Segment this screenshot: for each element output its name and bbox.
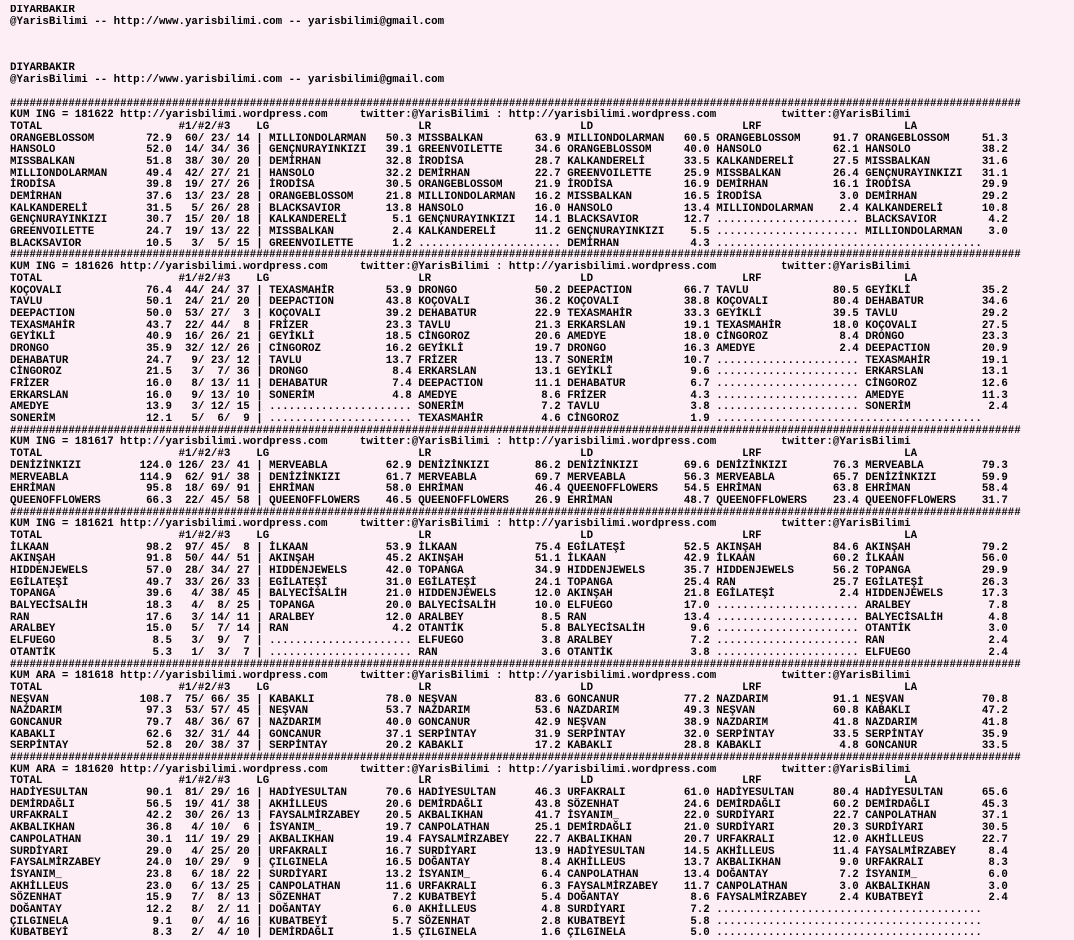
- table-row: ERKARSLAN 16.0 9/ 13/ 10 | SONERİM 4.8 AMEDYE 8.6 FRİZER 4.3 ...................... AMEDYE 11.3: [10, 389, 1008, 402]
- table-row: CANPOLATHAN 30.1 11/ 19/ 29 | AKBALIKHAN 19.4 FAYSALMİRZABEY 22.7 AKBALIKHAN 20.7 URFAKRALI 12.0 AKHİLLEUS 22.7: [10, 833, 1008, 846]
- race-report-document: [10, 5, 1070, 940]
- race-header: KUM ING = 181617 http://yarisbilimi.wordpress.com twitter:@YarisBilimi : http://yarisbilimi.wordpress.com twitter:@YarisBilimi: [10, 436, 911, 449]
- table-row: EGİLATEŞİ 49.7 33/ 26/ 33 | EGİLATEŞİ 31.0 EGİLATEŞİ 24.1 TOPANGA 25.4 RAN 25.7 EGİLATEŞİ 26.3: [10, 576, 1008, 589]
- table-row: HANSOLO 52.0 14/ 34/ 36 | GENÇNURAYINKIZI 39.1 GREENVOILETTE 34.6 ORANGEBLOSSOM 40.0 HANSOLO 62.1 HANSOLO 38.2: [10, 144, 1008, 157]
- table-row: FRİZER 16.0 8/ 13/ 11 | DEHABATUR 7.4 DEEPACTION 11.1 DEHABATUR 6.7 ...................... CİNGOROZ 12.6: [10, 378, 1008, 390]
- table-row: TOPANGA 39.6 4/ 38/ 45 | BALYECİSALİH 21.0 HIDDENJEWELS 12.0 AKINŞAH 21.8 EGİLATEŞİ 2.4 HIDDENJEWELS 17.3: [10, 588, 1008, 601]
- table-row: NEŞVAN 108.7 75/ 66/ 35 | KABAKLI 78.0 NEŞVAN 83.6 GONCANUR 77.2 NAZDARIM 91.1 NEŞVAN 70.8: [10, 693, 1008, 706]
- table-row: DRONGO 35.9 32/ 12/ 26 | CİNGOROZ 16.2 GEYİKLİ 19.7 DRONGO 16.3 AMEDYE 2.4 DEEPACTION 20.9: [10, 342, 1008, 355]
- table-row: DEMİRDAĞLI 56.5 19/ 41/ 38 | AKHİLLEUS 20.6 DEMİRDAĞLI 43.8 SÖZENHAT 24.6 DEMİRDAĞLI 60.2 DEMİRDAĞLI 45.3: [10, 798, 1008, 811]
- column-header: TOTAL #1/#2/#3 LG LR LD LRF LA: [10, 272, 918, 285]
- race-header: KUM ING = 181621 http://yarisbilimi.wordpress.com twitter:@YarisBilimi : http://yarisbilimi.wordpress.com twitter:@YarisBilimi: [10, 518, 911, 531]
- table-row: QUEENOFFLOWERS 66.3 22/ 45/ 58 | QUEENOFFLOWERS 46.5 QUEENOFFLOWERS 26.9 EHRİMAN 48.7 QUEENOFFLOWERS 23.4 QUEENOFFLOWERS 31.7: [10, 494, 1008, 507]
- table-row: SÖZENHAT 15.9 7/ 8/ 13 | SÖZENHAT 7.2 KUBATBEYİ 5.4 DOĞANTAY 8.6 FAYSALMİRZABEY 2.4 KUBATBEYİ 2.4: [10, 892, 1008, 905]
- blank-line: [10, 28, 1070, 40]
- table-row: ARALBEY 15.0 5/ 7/ 14 | RAN 4.2 OTANTİK 5.8 BALYECİSALİH 9.6 ...................... OTANTİK 3.0: [10, 623, 1008, 636]
- table-row: HIDDENJEWELS 57.0 28/ 34/ 27 | HIDDENJEWELS 42.0 TOPANGA 34.9 HIDDENJEWELS 35.7 HIDDENJEWELS 56.2 TOPANGA 29.9: [10, 565, 1008, 577]
- table-row: İLKAAN 98.2 97/ 45/ 8 | İLKAAN 53.9 İLKAAN 75.4 EGİLATEŞİ 52.5 AKINŞAH 84.6 AKINŞAH 79.2: [10, 541, 1008, 554]
- table-row: URFAKRALI 42.2 30/ 26/ 13 | FAYSALMİRZABEY 20.5 AKBALIKHAN 41.7 İSYANIM_ 22.0 SURDİYARI 22.7 CANPOLATHAN 37.1: [10, 810, 1008, 823]
- table-row: EHRİMAN 95.8 18/ 69/ 91 | EHRİMAN 58.0 EHRİMAN 46.4 QUEENOFFLOWERS 54.5 EHRİMAN 63.8 EHRİMAN 58.4: [10, 483, 1008, 496]
- table-row: KABAKLI 62.6 32/ 31/ 44 | GONCANUR 37.1 SERPİNTAY 31.9 SERPİNTAY 32.0 SERPİNTAY 33.5 SERPİNTAY 35.9: [10, 728, 1008, 741]
- table-row: İRODİSA 39.8 19/ 27/ 26 | İRODİSA 30.5 ORANGEBLOSSOM 21.9 İRODİSA 16.9 DEMİRHAN 16.1 İRODİSA 29.9: [10, 179, 1008, 192]
- table-row: AMEDYE 13.9 3/ 12/ 15 | ...................... SONERİM 7.2 TAVLU 3.8 ...................... SONERİM 2.4: [10, 401, 1008, 414]
- table-row: DEMİRHAN 37.6 13/ 23/ 28 | ORANGEBLOSSOM 21.8 MILLIONDOLARMAN 16.2 MISSBALKAN 16.5 İRODİSA 3.0 DEMİRHAN 29.2: [10, 191, 1008, 203]
- table-row: AKINŞAH 91.8 50/ 44/ 51 | AKINŞAH 45.2 AKINŞAH 51.1 İLKAAN 42.9 İLKAAN 60.2 İLKAAN 56.0: [10, 553, 1008, 566]
- blank-line: [10, 40, 1070, 52]
- race-header: KUM ING = 181626 http://yarisbilimi.wordpress.com twitter:@YarisBilimi : http://yarisbilimi.wordpress.com twitter:@YarisBilimi: [10, 261, 911, 274]
- table-row: İSYANIM_ 23.8 6/ 18/ 22 | SURDİYARI 13.2 İSYANIM_ 6.4 CANPOLATHAN 13.4 DOĞANTAY 7.2 İSYANIM_ 6.0: [10, 868, 1008, 881]
- table-row: SURDİYARI 29.0 4/ 25/ 20 | URFAKRALI 16.7 SURDİYARI 13.9 HADİYESULTAN 14.5 AKHİLLEUS 11.4 FAYSALMİRZABEY 8.4: [10, 845, 1008, 858]
- table-row: OTANTİK 5.3 1/ 3/ 7 | ...................... RAN 3.6 OTANTİK 3.8 ...................... ELFUEGO 2.4: [10, 646, 1008, 659]
- table-row: CİNGOROZ 21.5 3/ 7/ 36 | DRONGO 8.4 ERKARSLAN 13.1 GEYİKLİ 9.6 ...................... ERKARSLAN 13.1: [10, 366, 1008, 379]
- table-row: TEXASMAHİR 43.7 22/ 44/ 8 | FRİZER 23.3 TAVLU 21.3 ERKARSLAN 19.1 TEXASMAHİR 18.0 KOÇOVALI 27.5: [10, 319, 1008, 332]
- table-row: GONCANUR 79.7 48/ 36/ 67 | NAZDARIM 40.0 GONCANUR 42.9 NEŞVAN 38.9 NAZDARIM 41.8 NAZDARIM 41.8: [10, 716, 1008, 729]
- race-header: KUM ING = 181622 http://yarisbilimi.wordpress.com twitter:@YarisBilimi : http://yarisbilimi.wordpress.com twitter:@YarisBilimi: [10, 109, 911, 122]
- column-header: TOTAL #1/#2/#3 LG LR LD LRF LA: [10, 448, 918, 461]
- page-title: DIYARBAKIR: [10, 62, 75, 75]
- table-row: KUBATBEYİ 8.3 2/ 4/ 10 | DEMİRDAĞLI 1.5 ÇILGINELA 1.6 ÇILGINELA 5.0 .........................................: [10, 927, 982, 940]
- table-row: ORANGEBLOSSOM 72.9 60/ 23/ 14 | MILLIONDOLARMAN 50.3 MISSBALKAN 63.9 MILLIONDOLARMAN 60.5 ORANGEBLOSSOM 91.7 ORANGEBLOSSOM 51.3: [10, 132, 1008, 145]
- blank-line: [10, 52, 1070, 64]
- table-row: DOĞANTAY 12.2 8/ 2/ 11 | DOĞANTAY 6.0 AKHİLLEUS 4.8 SURDİYARI 7.2 .........................................: [10, 903, 982, 916]
- race-header: KUM ARA = 181618 http://yarisbilimi.wordpress.com twitter:@YarisBilimi : http://yarisbilimi.wordpress.com twitter:@YarisBilimi: [10, 670, 911, 683]
- blank-line: [10, 87, 1070, 99]
- section-divider: ############################################################################################################################################################: [10, 658, 1021, 671]
- table-row: BALYECİSALİH 18.3 4/ 8/ 25 | TOPANGA 20.0 BALYECİSALİH 10.0 ELFUEGO 17.0 ...................... ARALBEY 7.8: [10, 600, 1008, 613]
- table-row: HADİYESULTAN 90.1 81/ 29/ 16 | HADİYESULTAN 70.6 HADİYESULTAN 46.3 URFAKRALI 61.0 HADİYESULTAN 80.4 HADİYESULTAN 65.6: [10, 787, 1008, 800]
- table-row: NAZDARIM 97.3 53/ 57/ 45 | NEŞVAN 53.7 NAZDARIM 53.6 NAZDARIM 49.3 NEŞVAN 60.8 KABAKLI 47.2: [10, 705, 1008, 718]
- table-row: ELFUEGO 8.5 3/ 9/ 7 | ...................... ELFUEGO 3.8 ARALBEY 7.2 ...................... RAN 2.4: [10, 635, 1008, 648]
- table-row: DEEPACTION 50.0 53/ 27/ 3 | KOÇOVALI 39.2 DEHABATUR 22.9 TEXASMAHİR 33.3 GEYİKLİ 39.5 TAVLU 29.2: [10, 307, 1008, 320]
- table-row: DENİZİNKIZI 124.0 126/ 23/ 41 | MERVEABLA 62.9 DENİZİNKIZI 86.2 DENİZİNKIZI 69.6 DENİZİNKIZI 76.3 MERVEABLA 79.3: [10, 459, 1008, 472]
- page-title: DIYARBAKIR: [10, 5, 75, 16]
- table-row: RAN 17.6 3/ 14/ 11 | ARALBEY 12.0 ARALBEY 8.5 RAN 13.4 ...................... BALYECİSALİH 4.8: [10, 611, 1008, 624]
- table-row: MERVEABLA 114.9 62/ 91/ 38 | DENİZİNKIZI 61.7 MERVEABLA 69.7 MERVEABLA 56.3 MERVEABLA 65.7 DENİZİNKIZI 59.9: [10, 471, 1008, 484]
- section-divider: ############################################################################################################################################################: [10, 97, 1021, 110]
- table-row: KOÇOVALI 76.4 44/ 24/ 37 | TEXASMAHİR 53.9 DRONGO 50.2 DEEPACTION 66.7 TAVLU 80.5 GEYİKLİ 35.2: [10, 284, 1008, 297]
- table-row: GREENVOILETTE 24.7 19/ 13/ 22 | MISSBALKAN 2.4 KALKANDERELİ 11.2 GENÇNURAYINKIZI 5.5 ...................... MILLIONDOLARMAN 3.0: [10, 226, 1008, 239]
- table-row: ÇILGINELA 9.1 0/ 4/ 16 | KUBATBEYİ 5.7 SÖZENHAT 2.8 KUBATBEYİ 5.8 .........................................: [10, 915, 982, 928]
- table-row: KALKANDERELİ 31.5 5/ 26/ 28 | BLACKSAVIOR 13.8 HANSOLO 16.0 HANSOLO 13.4 MILLIONDOLARMAN 2.4 KALKANDERELİ 10.8: [10, 202, 1008, 215]
- column-header: TOTAL #1/#2/#3 LG LR LD LRF LA: [10, 529, 918, 542]
- table-row: FAYSALMİRZABEY 24.0 10/ 29/ 9 | ÇILGINELA 16.5 DOĞANTAY 8.4 AKHİLLEUS 13.7 AKBALIKHAN 9.0 URFAKRALI 8.3: [10, 857, 1008, 870]
- table-row: DEHABATUR 24.7 9/ 23/ 12 | TAVLU 13.7 FRİZER 13.7 SONERİM 10.7 ...................... TEXASMAHİR 19.1: [10, 354, 1008, 367]
- race-header: KUM ARA = 181620 http://yarisbilimi.wordpress.com twitter:@YarisBilimi : http://yarisbilimi.wordpress.com twitter:@YarisBilimi: [10, 763, 911, 776]
- table-row: BLACKSAVIOR 10.5 3/ 5/ 15 | GREENVOILETTE 1.2 ...................... DEMİRHAN 4.3 .........................................: [10, 237, 982, 250]
- column-header: TOTAL #1/#2/#3 LG LR LD LRF LA: [10, 775, 918, 788]
- column-header: TOTAL #1/#2/#3 LG LR LD LRF LA: [10, 120, 918, 133]
- section-divider: ############################################################################################################################################################: [10, 424, 1021, 437]
- table-row: MILLIONDOLARMAN 49.4 42/ 27/ 21 | HANSOLO 32.2 DEMİRHAN 22.7 GREENVOILETTE 25.9 MISSBALKAN 26.4 GENÇNURAYINKIZI 31.1: [10, 167, 1008, 180]
- contact-line: @YarisBilimi -- http://www.yarisbilimi.com -- yarisbilimi@gmail.com: [10, 74, 445, 87]
- table-row: SONERİM 12.1 5/ 6/ 9 | ...................... TEXASMAHİR 4.6 CİNGOROZ 1.9 .........................................: [10, 413, 982, 426]
- table-row: AKBALIKHAN 36.8 4/ 10/ 6 | İSYANIM_ 19.7 CANPOLATHAN 25.1 DEMİRDAĞLI 21.0 SURDİYARI 20.3 SURDİYARI 30.5: [10, 822, 1008, 835]
- table-row: GENÇNURAYINKIZI 30.7 15/ 20/ 18 | KALKANDERELİ 5.1 GENÇNURAYINKIZI 14.1 BLACKSAVIOR 12.7 ...................... BLACKSAVIOR 4.2: [10, 214, 1008, 227]
- section-divider: ############################################################################################################################################################: [10, 506, 1021, 519]
- contact-line: @YarisBilimi -- http://www.yarisbilimi.com -- yarisbilimi@gmail.com: [10, 15, 445, 28]
- section-divider: ############################################################################################################################################################: [10, 249, 1021, 262]
- column-header: TOTAL #1/#2/#3 LG LR LD LRF LA: [10, 681, 918, 694]
- table-row: SERPİNTAY 52.8 20/ 38/ 37 | SERPİNTAY 20.2 KABAKLI 17.2 KABAKLI 28.8 KABAKLI 4.8 GONCANUR 33.5: [10, 740, 1008, 753]
- table-row: AKHİLLEUS 23.0 6/ 13/ 25 | CANPOLATHAN 11.6 URFAKRALI 6.3 FAYSALMİRZABEY 11.7 CANPOLATHAN 3.0 AKBALIKHAN 3.0: [10, 880, 1008, 893]
- section-divider: ############################################################################################################################################################: [10, 752, 1021, 764]
- table-row: GEYİKLİ 40.9 16/ 26/ 21 | GEYİKLİ 18.5 CİNGOROZ 20.6 AMEDYE 18.0 CİNGOROZ 8.4 DRONGO 23.3: [10, 331, 1008, 344]
- table-row: TAVLU 50.1 24/ 21/ 20 | DEEPACTION 43.8 KOÇOVALI 36.2 KOÇOVALI 38.8 KOÇOVALI 80.4 DEHABATUR 34.6: [10, 296, 1008, 309]
- table-row: MISSBALKAN 51.8 38/ 30/ 20 | DEMİRHAN 32.8 İRODİSA 28.7 KALKANDERELİ 33.5 KALKANDERELİ 27.5 MISSBALKAN 31.6: [10, 155, 1008, 168]
